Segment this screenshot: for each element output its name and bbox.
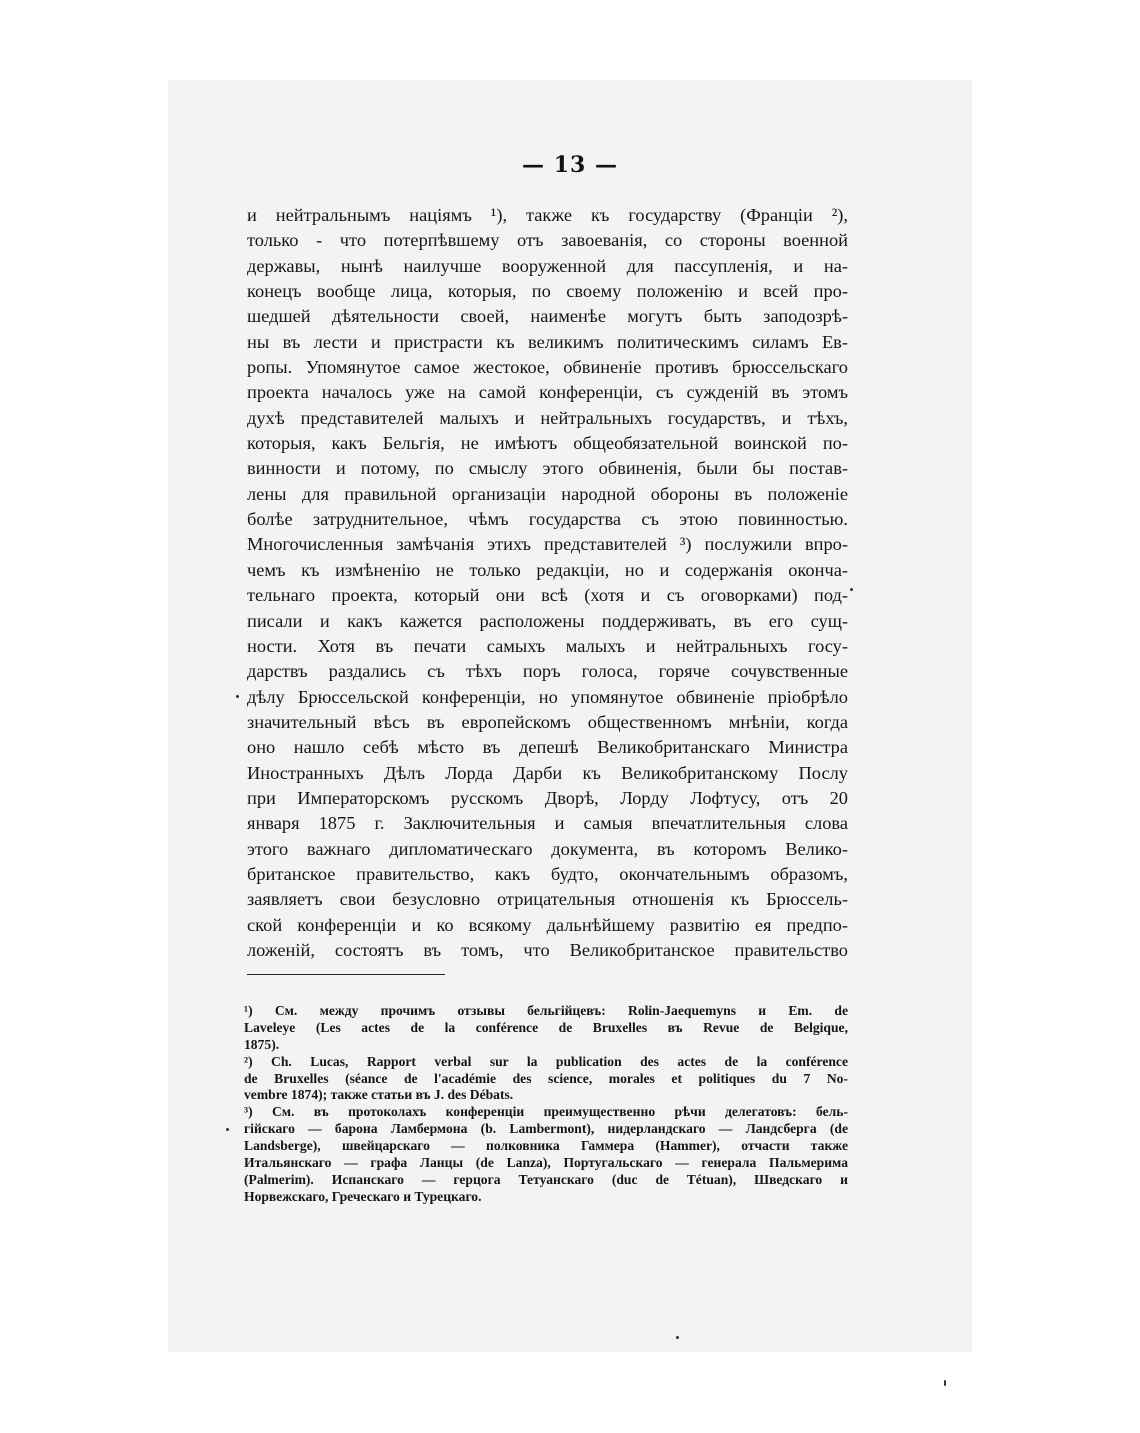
text-line: января 1875 г. Заключительныя и самыя впечатлительныя слова — [247, 813, 848, 834]
footnote-line: Laveleye (Les actes de la conférence de Bruxelles въ Revue de Belgique, — [244, 1019, 848, 1035]
scan-speck — [226, 1128, 229, 1131]
text-line: тельнаго проекта, который они всѣ (хотя и съ оговорками) под- — [247, 585, 848, 606]
text-line: этого важнаго дипломатическаго документа, въ которомъ Велико- — [247, 838, 848, 859]
text-line: британское правительство, какъ будто, окончательнымъ образомъ, — [247, 863, 848, 884]
footnote-line: Landsberge), швейцарскаго — полковника Гаммера (Hammer), отчасти также — [244, 1138, 848, 1154]
text-line: державы, нынѣ наилучше вооруженной для пассупленія, и на- — [247, 255, 848, 276]
text-line: болѣе затруднительное, чѣмъ государства съ этою повинностью. — [247, 509, 848, 530]
text-line: заявляетъ свои безусловно отрицательныя отношенія къ Брюссель- — [247, 889, 848, 910]
text-line: Многочисленныя замѣчанія этихъ представителей ³) послужили впро- — [247, 534, 848, 555]
text-line: только - что потерпѣвшему отъ завоеванія, со стороны военной — [247, 230, 848, 251]
text-line: ности. Хотя въ печати самыхъ малыхъ и нейтральныхъ госу- — [247, 635, 848, 656]
scan-speck — [850, 588, 853, 591]
footnote-line: Норвежскаго, Греческаго и Турецкаго. — [244, 1188, 482, 1204]
text-line: конецъ вообще лица, которыя, по своему положенію и всей про- — [247, 281, 848, 302]
text-line: духѣ представителей малыхъ и нейтральныхъ государствъ, и тѣхъ, — [247, 407, 848, 428]
footnote-3 — [244, 1104, 848, 1205]
text-line: шедшей дѣятельности своей, наименѣе могутъ быть заподозрѣ- — [247, 306, 848, 327]
text-line: дѣлу Брюссельской конференціи, но упомянутое обвиненіе пріобрѣло — [247, 686, 848, 707]
text-line: ны въ лести и пристрасти къ великимъ политическимъ силамъ Ев- — [247, 331, 848, 352]
footnote-line: Итальянскаго — графа Ланцы (de Lanza), Португальскаго — генерала Пальмерима — [244, 1155, 848, 1171]
footnote-separator — [247, 974, 445, 975]
footnote-2 — [244, 1054, 848, 1105]
text-line: писали и какъ кажется расположены поддерживать, въ его сущ- — [247, 610, 848, 631]
text-line: которыя, какъ Бельгія, не имѣютъ общеобязательной воинской по- — [247, 433, 848, 454]
page-number: — 13 — — [522, 152, 618, 178]
text-line: ложеній, состоятъ въ томъ, что Великобританское правительство — [247, 939, 848, 960]
text-line: чемъ къ измѣненію не только редакціи, но и содержанія оконча- — [247, 559, 848, 580]
footnote-line: vembre 1874); также статьи въ J. des Débats. — [244, 1087, 514, 1103]
text-line: лены для правильной организаціи народной обороны въ положеніе — [247, 483, 848, 504]
scan-speck — [944, 1380, 946, 1386]
text-line: проекта началось уже на самой конференціи, съ сужденій въ этомъ — [247, 382, 848, 403]
scan-speck — [676, 1336, 679, 1339]
footnote-line: (Palmerim). Испанскаго — герцога Тетуанскаго (duc de Tétuan), Шведскаго и — [244, 1171, 848, 1187]
footnote-line: ³) См. въ протоколахъ конференціи преимущественно рѣчи делегатовъ: бель- — [244, 1104, 848, 1120]
footnote-1 — [244, 1003, 848, 1054]
text-line: винности и потому, по смыслу этого обвиненія, были бы постав- — [247, 458, 848, 479]
footnote-line: 1875). — [244, 1036, 280, 1052]
scanned-page — [168, 80, 972, 1352]
text-line: ской конференціи и ко всякому дальнѣйшему развитію ея предпо- — [247, 914, 848, 935]
footnotes — [244, 1003, 848, 1206]
text-line: при Императорскомъ русскомъ Дворѣ, Лорду Лофтусу, отъ 20 — [247, 787, 848, 808]
main-text — [247, 203, 848, 963]
text-line: значительный вѣсъ въ европейскомъ общественномъ мнѣніи, когда — [247, 711, 848, 732]
text-line: оно нашло себѣ мѣсто въ депешѣ Великобританскаго Министра — [247, 737, 848, 758]
footnote-line: гійскаго — барона Ламбермона (b. Lambermont), нидерландскаго — Ландсберга (de — [244, 1121, 848, 1137]
text-line: Иностранныхъ Дѣлъ Лорда Дарби къ Великобританскому Послу — [247, 762, 848, 783]
footnote-line: de Bruxelles (séance de l'académie des science, morales et politiques du 7 No- — [244, 1070, 848, 1086]
text-line: дарствъ раздались съ тѣхъ поръ голоса, горяче сочувственные — [247, 661, 848, 682]
text-line: ропы. Упомянутое самое жестокое, обвиненіе противъ брюссельскаго — [247, 357, 848, 378]
footnote-line: ²) Ch. Lucas, Rapport verbal sur la publication des actes de la conférence — [244, 1053, 848, 1069]
scan-speck — [236, 695, 239, 698]
footnote-line: ¹) См. между прочимъ отзывы бельгійцевъ: Rolin-Jaequemyns и Em. de — [244, 1003, 848, 1018]
text-line: и нейтральнымъ націямъ ¹), также къ государству (Франціи ²), — [247, 205, 848, 225]
